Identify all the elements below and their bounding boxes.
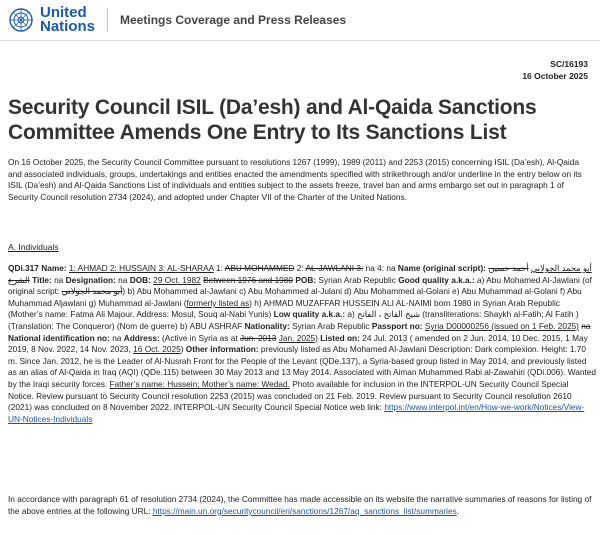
parents-names-underlined: Father’s name: Hussein; Mother’s name: Wedad. (109, 378, 290, 389)
header-rule (0, 40, 600, 41)
logo-line-2: Nations (40, 18, 96, 35)
good-aka-h: ) h) AHMAD MUZAFFAR HUSSEIN ALI AL-NAIMI born 1980 in Syrian Arab Republic (Mother’s name: Fatma Ali Majour. Address: Mosul, Souq al-Nabi Yunis) (8, 297, 560, 320)
title-label: Title: (32, 274, 52, 285)
dob-underlined: 29 Oct. 1982 (153, 274, 201, 285)
low-aka-label: Low quality a.k.a.: (273, 309, 346, 320)
summaries-link[interactable]: https://main.un.org/securitycouncil/en/sanctions/1267/aq_sanctions_list/summaries (152, 505, 457, 516)
other-info-end: Photo available for inclusion in the INTERPOL-UN Security Council Special Notice. Review pursuant to Security Council resolution 2253 (2015) was concluded on 21 Feb. 2019. Review pursuant to Security Council resolution 2610 (2021) was concluded on 8 November 2022. INTERPOL-UN Security Council Special Notice web link: (8, 378, 572, 413)
designation-label: Designation: (65, 274, 116, 285)
release-date: 16 October 2025 (522, 71, 588, 81)
intro-paragraph: On 16 October 2025, the Security Council Committee pursuant to resolutions 1267 (1999), 1989 (2011) and 2253 (2015) concerning ISIL (Da’esh), Al-Qaida and associated individuals, groups, undertakings and entities enacted the amendments specified with strikethrough and/or underline in the entry below on its ISIL (Da’esh) and Al-Qaida Sanctions List of individuals and entities subject to the assets freeze, travel ban and arms embargo set out in paragraph 1 of Security Council resolution 2734 (2024), and adopted under Chapter VII of the Charter of the United Nations. (8, 157, 582, 202)
closing-text: In accordance with paragraph 61 of resolution 2734 (2024), the Committee has made accessible on its website the narrative summaries of reasons for listing of the above entries at the following (8, 494, 592, 516)
address-value: (Active in Syria as at (162, 332, 238, 343)
original-script-label: Name (original script): (397, 263, 486, 273)
other-info-label: Other information: (185, 344, 259, 355)
site-header (0, 0, 600, 40)
listed-on-end: ) (180, 344, 184, 355)
good-aka-a: a) Abu Mohamed Al-Jawlani (of original script: (8, 274, 592, 297)
interpol-notice-link[interactable]: https://www.interpol.int/en/How-we-work/Notices/View-UN-Notices-Individuals (8, 402, 585, 424)
passport-struck: na (581, 320, 591, 331)
listed-on-underlined: 16 Oct. 2025 (133, 344, 181, 355)
closing-paragraph: In accordance with paragraph 61 of resolution 2734 (2024), the Committee has made accessible on its website the narrative summaries of reasons for listing of the above entries at the following URL: https://main.un.org/securitycouncil/en/sanctions/1267/aq_sanctions_list/summaries. (8, 494, 592, 516)
low-aka-value: a) شيخ الفاتح ، الفاتح (transliterations: Shaykh al-Fatih; Al Fatih ) (Translation: The Conqueror) (Nom de guerre) b) ABU ASHRAF (8, 309, 579, 331)
address-underlined: Jan. 2025) (278, 332, 318, 343)
name-plain-2: 2: (296, 263, 304, 273)
logo-line-1: United (40, 4, 87, 21)
entry-id: QDi.317 (8, 263, 39, 273)
pob-label: POB: (295, 274, 317, 285)
name-label: Name: (41, 263, 67, 273)
header-divider (107, 8, 108, 32)
logo-wordmark (40, 6, 95, 34)
good-aka-struck: أبو محمد الجولاني (61, 286, 123, 297)
national-id-label: National identification no: (8, 332, 110, 343)
listed-on-label: Listed on: (320, 332, 360, 343)
sanctions-entry (8, 263, 596, 425)
press-release-meta (522, 58, 588, 82)
dob-label: DOB: (129, 274, 151, 285)
name-plain-1: 1: (216, 263, 223, 273)
address-label: Address: (123, 332, 160, 343)
name-underlined: 1: AHMAD 2: HUSSAIN 3: AL-SHARAA (68, 263, 214, 273)
un-logo[interactable] (0, 0, 95, 40)
good-aka-rest: ) b) Abu Mohammed al-Jawlani c) Abu Mohammed al-Julani d) Abu Mohammed al-Golani e) Abu Muhammad al-Golani f) Abu Muhammad Aljawlani g) Muhammad al-Jawlani ( (8, 286, 582, 308)
pob-value: Syrian Arab Republic (318, 274, 396, 285)
listed-on-value: 24 Jul. 2013 ( amended on 2 Jun. 2014, 10 Dec. 2015, 1 May 2019, 8 Nov. 2022, 14 Nov. 2023, (8, 332, 588, 355)
name-plain-3: na 4: na (365, 263, 396, 273)
good-aka-underlined: formerly listed as (186, 297, 250, 308)
name-struck-1: ABU MOHAMMED (224, 263, 295, 273)
name-struck-2: AL-JAWLANI 3: (305, 263, 364, 273)
original-script-underlined: أبو محمد الجولاني (530, 263, 592, 273)
nationality-label: Nationality: (244, 320, 290, 331)
dob-struck: Between 1976 and 1980 (203, 274, 294, 285)
doc-number: SC/16193 (550, 59, 588, 69)
address-struck: Jun. 2013 (239, 332, 277, 343)
original-script-struck: أحمد حسين الشرع (8, 263, 529, 285)
national-id-value: na (112, 332, 122, 343)
closing-url-label: URL: (131, 505, 151, 516)
title-value: na (54, 274, 64, 285)
section-title-link[interactable]: Meetings Coverage and Press Releases (120, 13, 347, 27)
passport-label: Passport no: (371, 320, 423, 331)
page-title: Security Council ISIL (Da’esh) and Al-Qaida Sanctions Committee Amends One Entry to Its Sanctions List (8, 96, 537, 144)
good-aka-label: Good quality a.k.a.: (398, 274, 475, 285)
section-heading: A. Individuals (8, 242, 59, 252)
designation-value: na (118, 274, 128, 285)
passport-underlined: Syria D00000256 (issued on 1 Feb. 2025) (424, 320, 579, 331)
un-emblem-icon (8, 7, 34, 33)
other-info-value: previously listed as Abu Mohamed Al-Jawlani Description: Dark complexion. Height: 1.70 m. Since Jan. 2012, he is the Leader of Al-Nusrah Front for the People of the Levant (QDe.137), a Syria-based group listed in May 2014, and previously listed as an alias of Al-Qaida in Iraq (AQI) (QDe.115) between 30 May 2013 and 13 May 2014. Associated with Aiman Muhammed Rabi al-Zawahiri (QDi.006). Wanted by the Iraqi security forces. (8, 344, 596, 389)
nationality-value: Syrian Arab Republic (292, 320, 370, 331)
